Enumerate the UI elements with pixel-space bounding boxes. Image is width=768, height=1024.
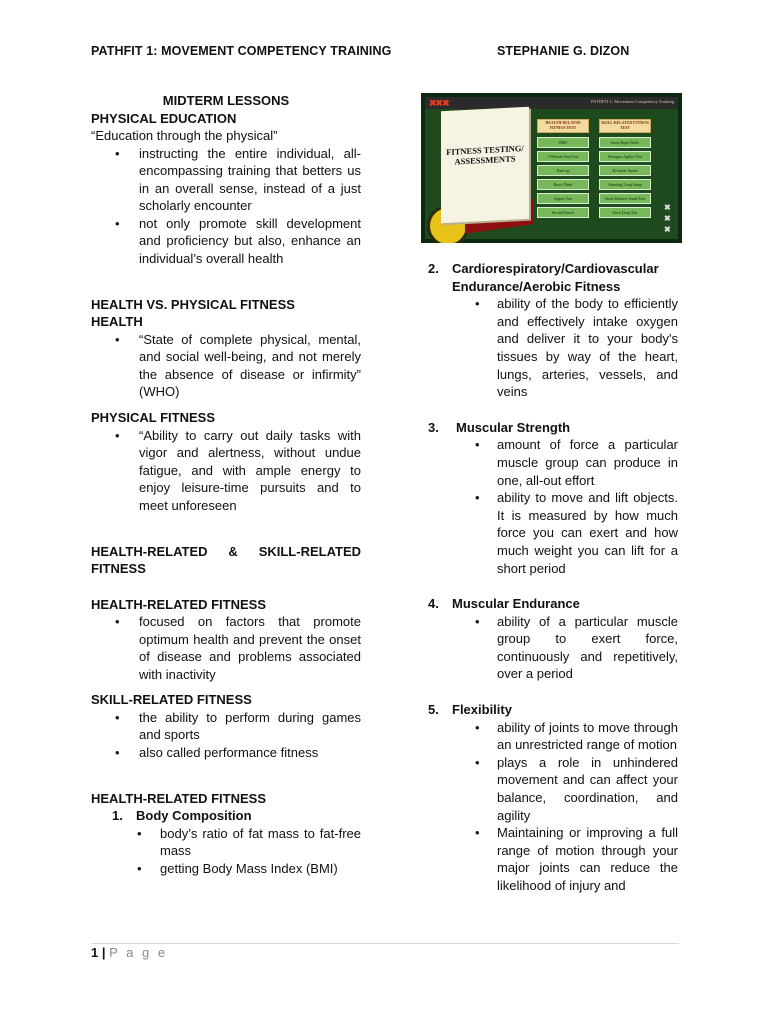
table-cell: Stork Balance Stand Test	[599, 193, 651, 204]
body-composition-heading	[91, 807, 361, 825]
table-cell: Sit and Reach	[537, 207, 589, 218]
side-x-marks-icon: ✖ ✖ ✖	[664, 203, 671, 234]
physical-education-quote: “Education through the physical”	[91, 128, 278, 143]
page-label: P a g e	[109, 945, 168, 960]
list-item: • plays a role in unhindered movement and can affect your balance, coordination, and agility	[428, 754, 678, 824]
item-number: 4.	[428, 596, 439, 612]
document-author-header: STEPHANIE G. DIZON	[497, 44, 630, 58]
paper-card	[441, 107, 529, 224]
table-cell: Hexagon Agility Test	[599, 151, 651, 162]
list-item: • “State of complete physical, mental, and social well-being, and not merely the absence of disease or infirmity” (WHO)	[91, 331, 361, 401]
list-item: • not only promote skill development and proficiency but also, enhance an individual’s overall health	[91, 215, 361, 268]
slide-background	[425, 97, 678, 239]
list-item: • ability of a particular muscle group to exert force, continuously and repetitively, over a period	[428, 613, 678, 683]
skill-related-fitness-heading: SKILL-RELATED FITNESS	[91, 692, 252, 708]
list-item: • ability to move and lift objects. It is measured by how much force you can exert and how much weight you can lift for a short period	[428, 489, 678, 577]
flexibility-heading	[428, 701, 678, 719]
health-related-fitness-heading-2: HEALTH-RELATED FITNESS	[91, 790, 267, 806]
health-related-fitness-heading: HEALTH-RELATED FITNESS	[91, 596, 267, 612]
page-footer	[91, 945, 168, 960]
item-number: 1.	[112, 808, 123, 824]
health-test-column-header: HEALTH-RELATED FITNESS TEST	[537, 119, 589, 133]
muscular-endurance-heading	[428, 595, 678, 613]
x-marks-icon: ✖✖✖	[429, 98, 449, 108]
table-cell: Zipper Test	[537, 193, 589, 204]
table-cell: BMI	[537, 137, 589, 148]
table-cell: Stick Drop Test	[599, 207, 651, 218]
item-title: Muscular Endurance	[452, 596, 580, 612]
table-cell: Jump Rope Drills	[599, 137, 651, 148]
list-item: • focused on factors that promote optimum health and prevent the onset of disease and problems associated with inactivity	[91, 613, 361, 683]
list-item: • ability of joints to move through an unrestricted range of motion	[428, 719, 678, 754]
table-cell: Standing Long Jump	[599, 179, 651, 190]
physical-fitness-heading: PHYSICAL FITNESS	[91, 410, 216, 426]
item-number: 2.	[428, 261, 439, 276]
item-number: 5.	[428, 702, 439, 718]
health-skill-related-heading: HEALTH-RELATED & SKILL-RELATED FITNESS	[91, 543, 361, 576]
document-course-header: PATHFIT 1: MOVEMENT COMPETENCY TRAINING	[91, 44, 392, 58]
list-item: • amount of force a particular muscle group can produce in one, all-out effort	[428, 436, 678, 489]
paper-title: FITNESS TESTING/ ASSESSMENTS	[446, 142, 524, 167]
list-item: • ability of the body to efficiently and effectively intake oxygen and deliver it to your body's tissues by way of the heart, lungs, arteries, vessels, and veins	[428, 295, 678, 401]
physical-education-heading: PHYSICAL EDUCATION	[91, 110, 237, 126]
list-item: • instructing the entire individual, all-encompassing training that betters us in an overall sense, instead of a just scholarly encounter	[91, 145, 361, 215]
list-item: • also called performance fitness	[91, 744, 361, 762]
table-cell: Basic Plank	[537, 179, 589, 190]
skill-test-column-header: SKILL-RELATED FITNESS TEST	[599, 119, 651, 133]
list-item: • getting Body Mass Index (BMI)	[91, 860, 361, 878]
cardiorespiratory-heading	[428, 260, 678, 295]
midterm-heading: MIDTERM LESSONS	[162, 93, 290, 108]
slide-subtitle: PATHFIT 1: Movement Competency Training	[590, 99, 674, 104]
table-cell: Push-up	[537, 165, 589, 176]
list-item: • “Ability to carry out daily tasks with vigor and alertness, without undue fatigue, and with ample energy to enjoy leisure-time pursuits and to meet unforeseen	[91, 427, 361, 515]
table-cell: 3-Minute Step Test	[537, 151, 589, 162]
list-item: • the ability to perform during games and sports	[91, 709, 361, 744]
table-cell: 40-meter Sprint	[599, 165, 651, 176]
item-title: Flexibility	[452, 702, 512, 718]
list-item: • Maintaining or improving a full range of motion through your major joints can reduce the likelihood of injury and	[428, 824, 678, 894]
fitness-testing-slide-image	[421, 93, 682, 243]
footer-separator: |	[98, 945, 110, 960]
item-title: Body Composition	[136, 808, 252, 824]
item-number: 3.	[428, 419, 439, 435]
footer-divider	[91, 943, 679, 944]
list-item: • body’s ratio of fat mass to fat-free mass	[91, 825, 361, 860]
muscular-strength-heading	[428, 419, 678, 437]
page-number: 1	[91, 945, 99, 960]
right-column	[428, 260, 678, 895]
health-vs-fitness-heading: HEALTH VS. PHYSICAL FITNESS	[91, 296, 295, 312]
left-column	[91, 92, 361, 878]
health-heading: HEALTH	[91, 314, 143, 330]
item-title: Muscular Strength	[456, 419, 571, 435]
item-title: Cardiorespiratory/Cardiovascular Endurance/Aerobic Fitness	[452, 261, 659, 294]
slide-header-bar	[425, 97, 678, 109]
